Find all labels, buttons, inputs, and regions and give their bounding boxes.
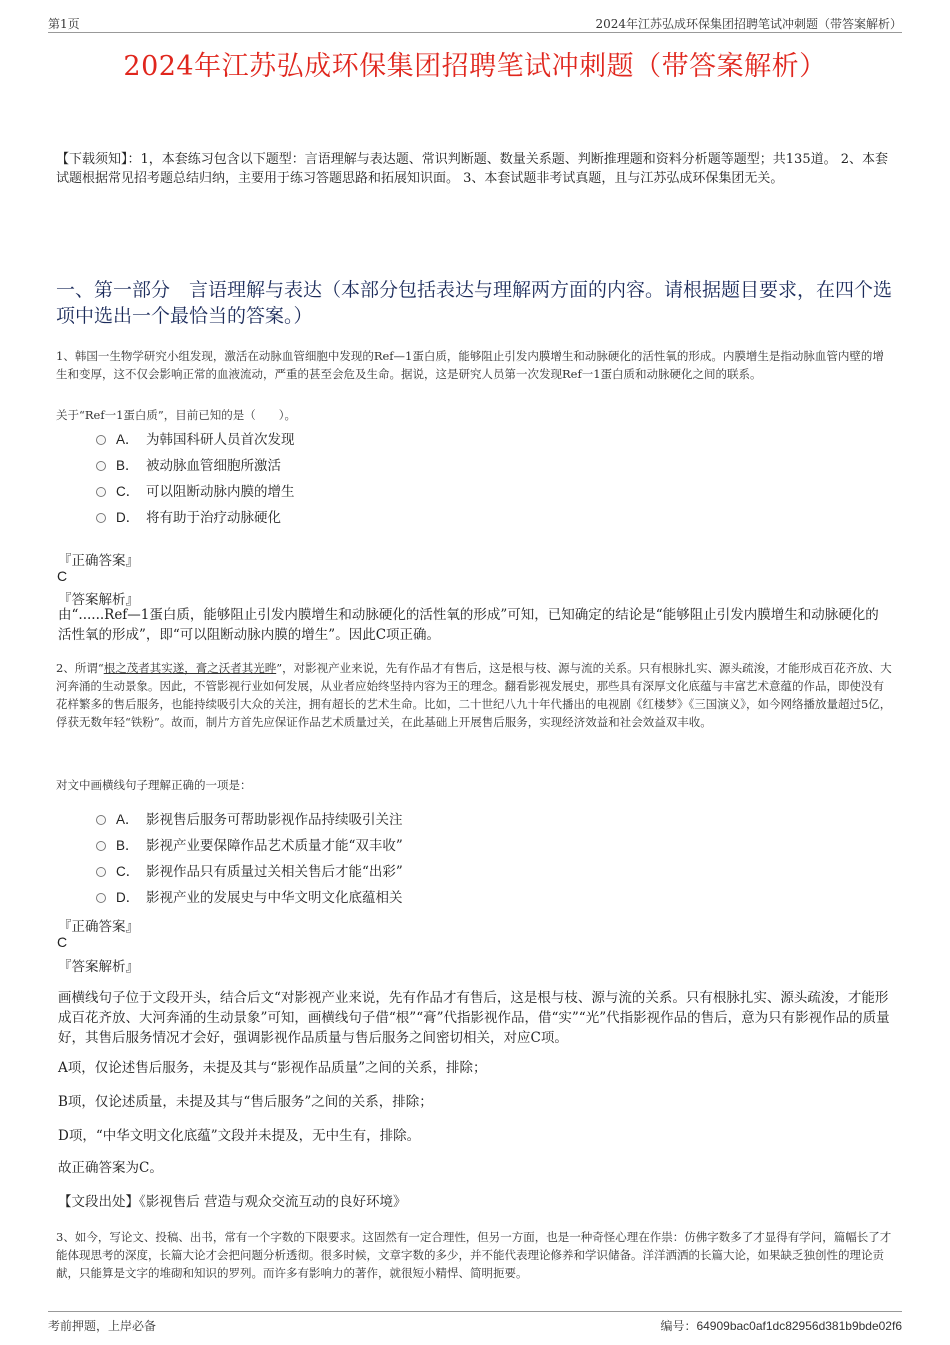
option-letter: C． xyxy=(116,484,140,499)
analysis-label: 『答案解析』 xyxy=(58,959,139,975)
option-a-note: A项，仅论述售后服务，未提及其与“影视作品质量”之间的关系，排除； xyxy=(58,1060,487,1076)
option-letter: B． xyxy=(116,838,139,853)
option-letter: D． xyxy=(116,890,140,905)
question-3-text: 3、如今，写论文、投稿、出书，常有一个字数的下限要求。这固然有一定合理性，但另一方面，也是一种奇怪心理在作祟：仿佛字数多了才显得有学问，篇幅长了才能体现思考的深度，长篇大论才会把问题分析透彻。很多时候，文章字数的多少，并不能代表理论修养和学识储备。洋洋洒洒的长篇大论，如果缺乏独创性的理论贡献，只能算是文字的堆砌和知识的罗列。而许多有影响力的著作，就很短小精悍、简明扼要。 xyxy=(56,1230,892,1280)
question-2-body: ”，对影视产业来说，先有作品才有售后，这是根与枝、源与流的关系。只有根脉扎实、源头疏浚，才能形成百花齐放、大河奔涌的生动景象。因此，不管影视行业如何发展，从业者应始终坚持内容为王的理念。翻看影视发展史，那些具有深厚文化底蕴与丰富艺术意蕴的作品，即使没有花样繁多的售后服务，也能持续吸引大众的关注，拥有超长的艺术生命。比如，二十世纪八九十年代播出的电视剧《红楼梦》《三国演义》，如今网络播放量超过5亿，俘获无数年轻“铁粉”。故而，制片方首先应保证作品艺术质量过关，在此基础上开展售后服务，实现经济效益和社会效益双丰收。 xyxy=(56,661,892,729)
option-b[interactable] xyxy=(96,831,696,857)
option-d[interactable] xyxy=(96,503,696,529)
conclusion: 故正确答案为C。 xyxy=(58,1160,163,1176)
option-text: 可以阻断动脉内膜的增生 xyxy=(146,484,295,500)
document-code xyxy=(660,1317,902,1334)
question-2-text xyxy=(56,659,894,731)
radio-button[interactable] xyxy=(96,487,106,497)
page-header xyxy=(48,12,902,33)
option-text: 为韩国科研人员首次发现 xyxy=(146,432,295,448)
header-doc-title: 2024年江苏弘成环保集团招聘笔试冲刺题（带答案解析） xyxy=(595,17,902,31)
option-text: 影视产业的发展史与中华文明文化底蕴相关 xyxy=(146,890,403,906)
option-text: 被动脉血管细胞所激活 xyxy=(146,458,281,474)
code-value: 64909bac0af1dc82956d381b9bde02f6 xyxy=(696,1319,902,1333)
option-letter: A． xyxy=(116,432,139,447)
download-notice: 【下载须知】：1，本套练习包含以下题型：言语理解与表达题、常识判断题、数量关系题、判断推理题和资料分析题等题型；共135道。 2、本套试题根据常见招考题总结归纳，主要用于练习答题思路和拓展知识面。 3、本套试题非考试真题，且与江苏弘成环保集团无关。 xyxy=(56,152,888,186)
answer-value: C xyxy=(57,934,68,950)
code-label: 编号： xyxy=(660,1319,697,1333)
option-b-note: B项，仅论述质量，未提及其与“售后服务”之间的关系，排除； xyxy=(58,1094,433,1110)
option-c[interactable] xyxy=(96,857,696,883)
page-number: 第1页 xyxy=(48,17,80,31)
radio-button[interactable] xyxy=(96,867,106,877)
answer-value: C xyxy=(57,568,68,584)
option-text: 影视作品只有质量过关相关售后才能“出彩” xyxy=(146,864,403,880)
underlined-sentence: 根之茂者其实遂，膏之沃者其光晔 xyxy=(103,661,277,675)
option-a[interactable] xyxy=(96,805,696,831)
radio-button[interactable] xyxy=(96,435,106,445)
radio-button[interactable] xyxy=(96,893,106,903)
radio-button[interactable] xyxy=(96,841,106,851)
section-heading: 一、第一部分 言语理解与表达（本部分包括表达与理解两方面的内容。请根据题目要求，在四个选项中选出一个最恰当的答案。） xyxy=(56,279,893,327)
option-a[interactable] xyxy=(96,425,696,451)
option-d[interactable] xyxy=(96,883,696,909)
question-2-prefix: 2、所谓“ xyxy=(56,661,104,675)
source-citation: 【文段出处】《影视售后 营造与观众交流互动的良好环境》 xyxy=(58,1194,407,1210)
option-letter: B． xyxy=(116,458,139,473)
radio-button[interactable] xyxy=(96,461,106,471)
option-b[interactable] xyxy=(96,451,696,477)
analysis-text: 由“......Ref—1蛋白质，能够阻止引发内膜增生和动脉硬化的活性氧的形成”可知，已知确定的结论是“能够阻止引发内膜增生和动脉硬化的活性氧的形成”，即“可以阻断动脉内膜的增生”。因此C项正确。 xyxy=(58,607,879,643)
document-title: 2024年江苏弘成环保集团招聘笔试冲刺题（带答案解析） xyxy=(123,51,827,82)
footer-slogan: 考前押题，上岸必备 xyxy=(48,1319,157,1333)
option-text: 影视售后服务可帮助影视作品持续吸引关注 xyxy=(146,812,403,828)
option-text: 影视产业要保障作品艺术质量才能“双丰收” xyxy=(146,838,403,854)
option-letter: A． xyxy=(116,812,139,827)
page-footer xyxy=(48,1311,902,1334)
option-d-note: D项，“中华文明文化底蕴”文段并未提及，无中生有，排除。 xyxy=(58,1128,421,1144)
option-letter: D． xyxy=(116,510,140,525)
answer-label: 『正确答案』 xyxy=(58,553,139,569)
option-c[interactable] xyxy=(96,477,696,503)
question-2-stem: 对文中画横线句子理解正确的一项是： xyxy=(56,778,252,792)
option-letter: C． xyxy=(116,864,140,879)
radio-button[interactable] xyxy=(96,513,106,523)
question-1-stem: 关于“Ref一1蛋白质”，目前已知的是（ ）。 xyxy=(56,408,297,422)
radio-button[interactable] xyxy=(96,815,106,825)
question-2-options xyxy=(96,805,696,909)
option-text: 将有助于治疗动脉硬化 xyxy=(146,510,281,526)
answer-label: 『正确答案』 xyxy=(58,919,139,935)
analysis-text: 画横线句子位于文段开头，结合后文“对影视产业来说，先有作品才有售后，这是根与枝、源与流的关系。只有根脉扎实、源头疏浚，才能形成百花齐放、大河奔涌的生动景象”可知，画横线句子借“根”“膏”代指影视作品，借“实”“光”代指影视作品的售后，意为只有影视作品的质量好，其售后服务情况才会好，强调影视作品质量与售后服务之间密切相关，对应C项。 xyxy=(58,990,890,1046)
question-1-text: 1、韩国一生物学研究小组发现，激活在动脉血管细胞中发现的Ref—1蛋白质，能够阻止引发内膜增生和动脉硬化的活性氧的形成。内膜增生是指动脉血管内壁的增生和变厚，这不仅会影响正常的血液流动，严重的甚至会危及生命。据说，这是研究人员第一次发现Ref一1蛋白质和动脉硬化之间的联系。 xyxy=(56,349,884,381)
analysis-label: 『答案解析』 xyxy=(58,592,139,608)
question-1-options xyxy=(96,425,696,529)
